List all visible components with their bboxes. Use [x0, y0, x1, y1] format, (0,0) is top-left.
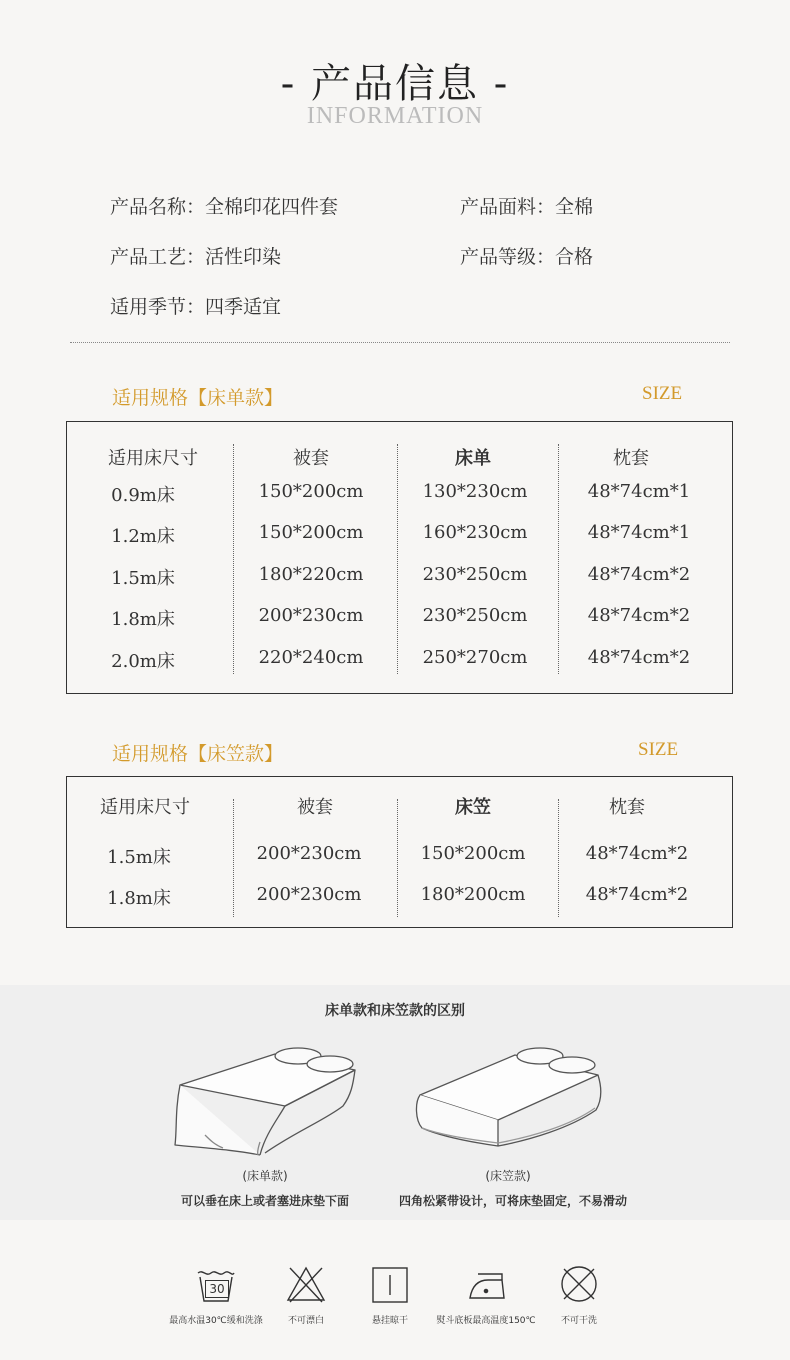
bed-size-cell: 1.5m床 [111, 568, 175, 589]
sheet-cell: 230*250cm [422, 564, 528, 585]
page-title: - 产品信息 - [280, 61, 510, 107]
flat-sheet-illustration [165, 1040, 365, 1160]
bed-size-cell: 1.8m床 [107, 888, 171, 909]
divider [70, 342, 730, 343]
wash-30-icon [196, 1265, 236, 1305]
fitted-sheet-cell: 150*200cm [420, 843, 526, 864]
fitted-sheet-label: (床笠款) [485, 1169, 531, 1183]
header-bed-size: 适用床尺寸 [108, 448, 198, 469]
care-label: 不可漂白 [287, 1316, 324, 1326]
duvet-cell: 150*200cm [258, 522, 364, 543]
info-craft: 产品工艺：活性印染 [110, 246, 282, 268]
bed-size-cell: 2.0m床 [111, 651, 175, 672]
sheet-size-label: SIZE [642, 383, 683, 404]
sheet-section-title: 适用规格【床单款】 [112, 387, 284, 409]
no-bleach-icon [286, 1265, 326, 1305]
pillowcase-cell: 48*74cm*2 [587, 647, 691, 668]
difference-panel [0, 985, 790, 1220]
fitted-size-label: SIZE [638, 739, 679, 760]
duvet-cell: 200*230cm [256, 884, 362, 905]
pillowcase-cell: 48*74cm*2 [585, 884, 689, 905]
header-pillowcase: 枕套 [609, 797, 645, 818]
flat-sheet-label: (床单款) [242, 1169, 288, 1183]
header-duvet: 被套 [293, 448, 329, 469]
bed-size-cell: 1.8m床 [111, 609, 175, 630]
fitted-sheet-cell: 180*200cm [420, 884, 526, 905]
hang-dry-icon [370, 1265, 410, 1305]
page-subtitle: INFORMATION [306, 103, 484, 129]
fitted-sheet-illustration [410, 1040, 610, 1160]
sheet-cell: 160*230cm [422, 522, 528, 543]
iron-icon [464, 1268, 508, 1304]
difference-title: 床单款和床笠款的区别 [325, 1003, 465, 1019]
duvet-cell: 200*230cm [256, 843, 362, 864]
pillowcase-cell: 48*74cm*2 [585, 843, 689, 864]
sheet-size-table [66, 421, 733, 694]
sheet-cell: 250*270cm [422, 647, 528, 668]
column-divider [233, 444, 234, 674]
bed-size-cell: 1.5m床 [107, 847, 171, 868]
fitted-sheet-desc: 四角松紧带设计，可将床垫固定，不易滑动 [398, 1194, 627, 1208]
pillowcase-cell: 48*74cm*2 [587, 564, 691, 585]
duvet-cell: 200*230cm [258, 605, 364, 626]
fitted-section-title: 适用规格【床笠款】 [112, 743, 284, 765]
duvet-cell: 150*200cm [258, 481, 364, 502]
duvet-cell: 180*220cm [258, 564, 364, 585]
info-product-name: 产品名称：全棉印花四件套 [110, 196, 339, 218]
header-duvet: 被套 [297, 797, 333, 818]
header-pillowcase: 枕套 [613, 448, 649, 469]
column-divider [397, 444, 398, 674]
column-divider [558, 444, 559, 674]
bed-size-cell: 1.2m床 [111, 526, 175, 547]
fitted-size-table [66, 776, 733, 928]
care-label: 最高水温30℃缓和洗涤 [169, 1316, 263, 1326]
pillowcase-cell: 48*74cm*1 [587, 522, 691, 543]
duvet-cell: 220*240cm [258, 647, 364, 668]
care-label: 悬挂晾干 [371, 1316, 408, 1326]
header-fitted-sheet: 床笠 [455, 797, 491, 818]
pillowcase-cell: 48*74cm*2 [587, 605, 691, 626]
no-dry-clean-icon [559, 1264, 599, 1304]
wash-temp: 30 [205, 1280, 229, 1298]
bed-size-cell: 0.9m床 [111, 485, 175, 506]
header-bed-size: 适用床尺寸 [100, 797, 190, 818]
pillowcase-cell: 48*74cm*1 [587, 481, 691, 502]
care-label: 不可干洗 [560, 1316, 597, 1326]
header-sheet: 床单 [455, 448, 491, 469]
info-season: 适用季节：四季适宜 [110, 296, 282, 318]
info-grade: 产品等级：合格 [460, 246, 594, 268]
sheet-cell: 230*250cm [422, 605, 528, 626]
info-fabric: 产品面料：全棉 [460, 196, 594, 218]
sheet-cell: 130*230cm [422, 481, 528, 502]
flat-sheet-desc: 可以垂在床上或者塞进床垫下面 [180, 1194, 349, 1208]
care-label: 熨斗底板最高温度150℃ [436, 1316, 536, 1326]
